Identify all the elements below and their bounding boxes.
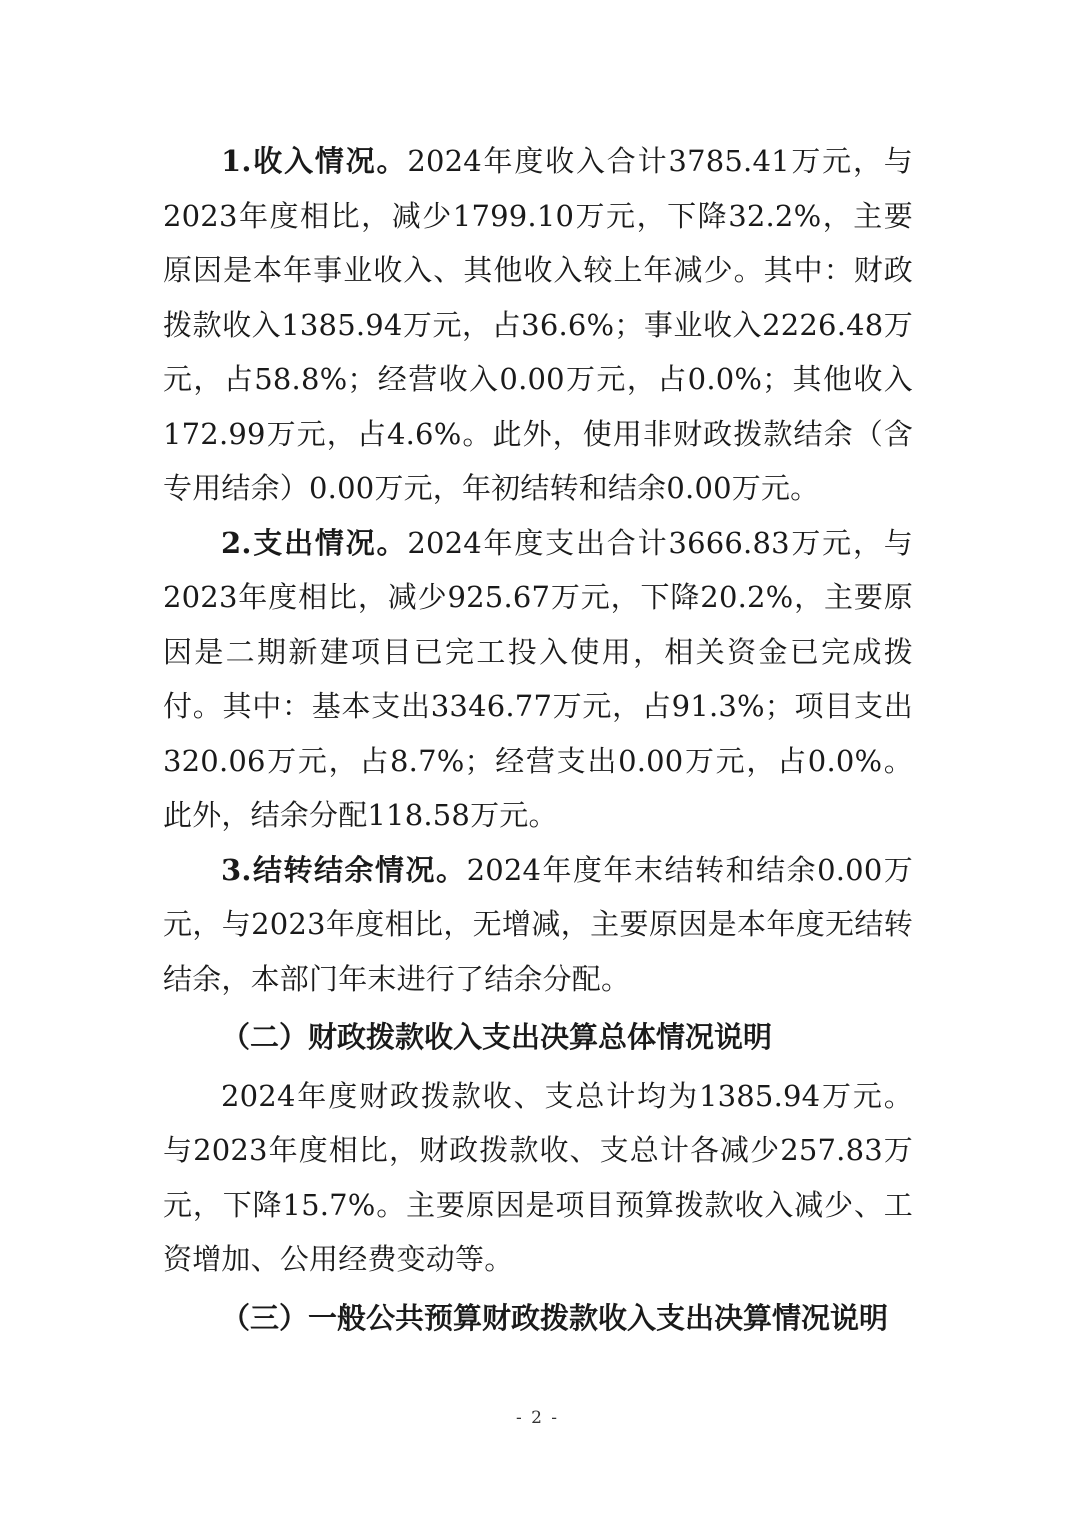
carryover-heading: 3.结转结余情况。 bbox=[221, 852, 467, 887]
income-paragraph bbox=[163, 134, 913, 516]
fiscal-summary-paragraph: 2024年度财政拨款收、支总计均为1385.94万元。与2023年度相比，财政拨款收、支总计各减少257.83万元，下降15.7%。主要原因是项目预算拨款收入减少、工资增加、公用经费变动等。 bbox=[163, 1078, 913, 1276]
income-heading: 1.收入情况。 bbox=[221, 144, 408, 178]
expenditure-text: 2024年度支出合计3666.83万元，与2023年度相比，减少925.67万元，下降20.2%，主要原因是二期新建项目已完工投入使用，相关资金已完成拨付。其中：基本支出3346.77万元，占91.3%；项目支出320.06万元，占8.7%；经营支出0.00万元，占0.0%。此外，结余分配118.58万元。 bbox=[163, 525, 913, 832]
page-number: - 2 - bbox=[515, 1408, 560, 1428]
section-heading-three: （三）一般公共预算财政拨款收入支出决算情况说明 bbox=[221, 1300, 889, 1335]
income-text: 2024年度收入合计3785.41万元，与2023年度相比，减少1799.10万元，下降32.2%，主要原因是本年事业收入、其他收入较上年减少。其中：财政拨款收入1385.94万元，占36.6%；事业收入2226.48万元，占58.8%；经营收入0.00万元，占0.0%；其他收入172.99万元，占4.6%。此外，使用非财政拨款结余（含专用结余）0.00万元，年初结转和结余0.00万元。 bbox=[163, 144, 913, 505]
document-body bbox=[163, 134, 913, 1349]
carryover-paragraph bbox=[163, 843, 913, 1007]
expenditure-heading: 2.支出情况。 bbox=[221, 525, 408, 560]
expenditure-paragraph bbox=[163, 516, 913, 843]
carryover-text: 2024年度年末结转和结余0.00万元，与2023年度相比，无增减，主要原因是本年度无结转结余，本部门年末进行了结余分配。 bbox=[163, 852, 913, 996]
section-heading-two: （二）财政拨款收入支出决算总体情况说明 bbox=[221, 1020, 773, 1054]
